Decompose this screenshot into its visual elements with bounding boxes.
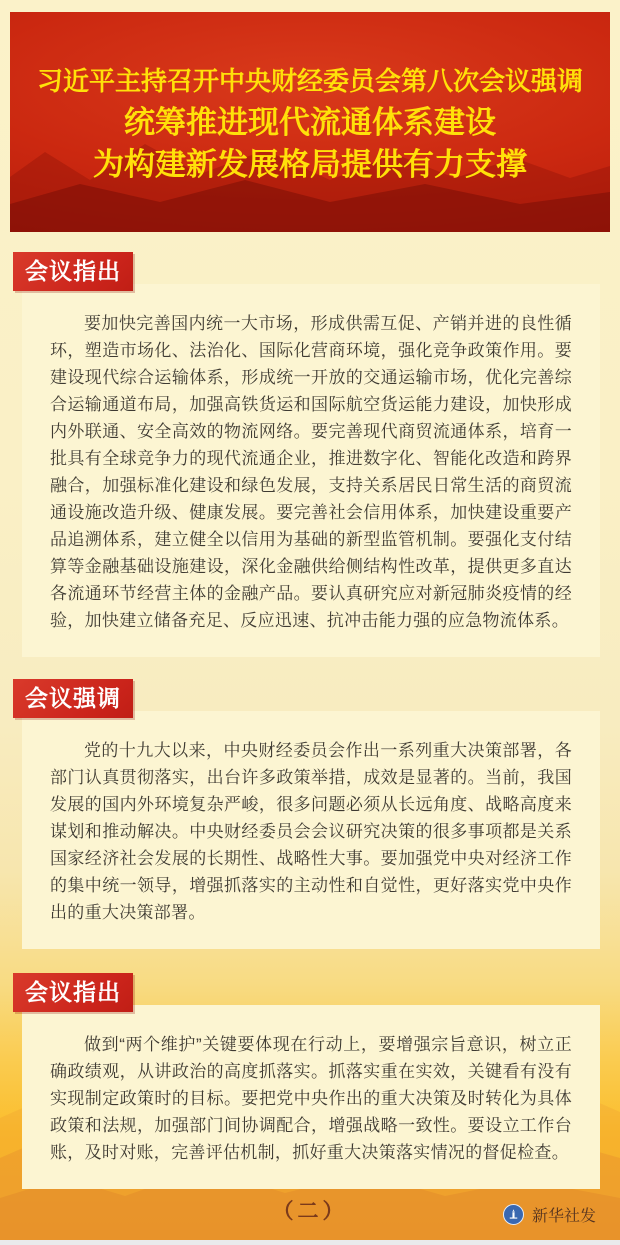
- section-paragraph: 要加快完善国内统一大市场，形成供需互促、产销并进的良性循环，塑造市场化、法治化、国际化营商环境，强化竞争政策作用。要建设现代综合运输体系，形成统一开放的交通运输市场，优化完善综合运输通道布局，加强高铁货运和国际航空货运能力建设，加快形成内外联通、安全高效的物流网络。要完善现代商贸流通体系，培育一批具有全球竞争力的现代流通企业，推进数字化、智能化改造和跨界融合，加强标准化建设和绿色发展，支持关系居民日常生活的商贸流通设施改造升级、健康发展。要完善社会信用体系，加快建设重要产品追溯体系，建立健全以信用为基础的新型监管机制。要强化支付结算等金融基础设施建设，深化金融供给侧结构性改革，提供更多直达各流通环节经营主体的金融产品。要认真研究应对新冠肺炎疫情的经验，加快建立储备充足、反应迅速、抗冲击能力强的应急物流体系。: [50, 314, 572, 630]
- header-title-line2: 统筹推进现代流通体系建设: [124, 105, 496, 140]
- section-text-box: [22, 711, 600, 949]
- section-meeting-emphasized: [22, 679, 600, 949]
- section-badge: 会议指出: [13, 973, 133, 1012]
- agency-credit-label: 新华社发: [531, 1208, 596, 1225]
- bottom-edge-strip: [0, 1240, 620, 1245]
- header-title-block: [10, 12, 610, 232]
- section-meeting-pointed-out-1: [22, 252, 600, 657]
- agency-credit: [503, 1203, 596, 1226]
- header-title-line1: 习近平主持召开中央财经委员会第八次会议强调: [36, 66, 583, 96]
- header-title-line3: 为构建新发展格局提供有力支撑: [93, 147, 527, 182]
- page-number: （二）: [272, 1200, 348, 1223]
- section-text-box: [22, 1005, 600, 1189]
- xinhua-logo-icon: [503, 1204, 524, 1225]
- section-badge: 会议指出: [13, 252, 133, 291]
- header-banner: [10, 12, 610, 232]
- section-text-box: [22, 284, 600, 657]
- section-paragraph: 做到“两个维护”关键要体现在行动上，要增强宗旨意识，树立正确政绩观，从讲政治的高度抓落实。抓落实重在实效，关键看有没有实现制定政策时的目标。要把党中央作出的重大决策及时转化为具体政策和法规，加强部门间协调配合，增强战略一致性。要设立工作台账，及时对账，完善评估机制，抓好重大决策落实情况的督促检查。: [50, 1035, 572, 1162]
- section-paragraph: 党的十九大以来，中央财经委员会作出一系列重大决策部署，各部门认真贯彻落实，出台许多政策举措，成效是显著的。当前，我国发展的国内外环境复杂严峻，很多问题必须从长远角度、战略高度来谋划和推动解决。中央财经委员会会议研究决策的很多事项都是关系国家经济社会发展的长期性、战略性大事。要加强党中央对经济工作的集中统一领导，增强抓落实的主动性和自觉性，更好落实党中央作出的重大决策部署。: [50, 741, 572, 922]
- section-meeting-pointed-out-2: [22, 973, 600, 1189]
- section-badge: 会议强调: [13, 679, 133, 718]
